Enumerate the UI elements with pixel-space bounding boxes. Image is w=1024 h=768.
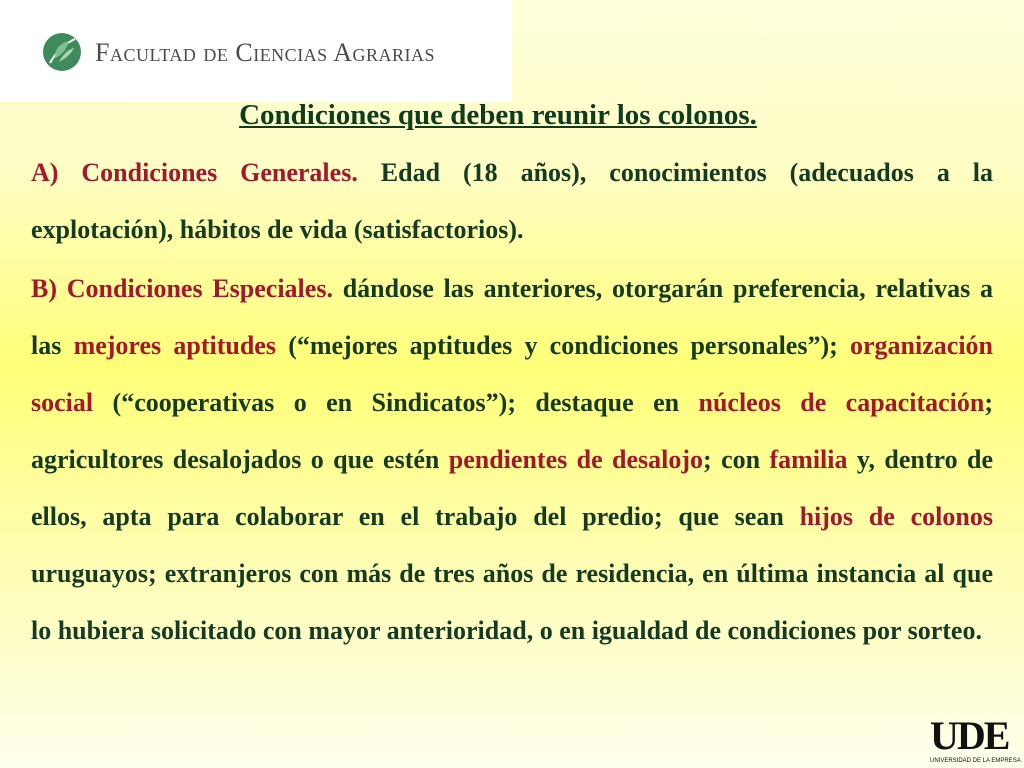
general-conditions-text: Edad (18 años), conocimientos (adecuados a la explotación), hábitos de vida (satisfactorios). — [31, 158, 994, 244]
highlight-training-centers: núcleos de capacitación — [698, 388, 985, 417]
page-title: Condiciones que deben reunir los colonos. — [239, 99, 757, 131]
header — [0, 0, 512, 102]
special-text-4: ; agricultores desalojados o que estén — [31, 388, 993, 474]
faculty-name: Facultad de Ciencias Agrarias — [95, 38, 436, 67]
highlight-social-organization: organización social — [31, 331, 994, 417]
ude-logo — [930, 713, 1021, 766]
special-text-1: dándose las anteriores, otorgarán preferencia, relativas a las — [31, 274, 993, 360]
highlight-children-of-settlers: hijos de colonos — [799, 502, 993, 531]
ude-logo-subtitle: UNIVERSIDAD DE LA EMPRESA — [930, 758, 1021, 764]
ude-logo-letters: UDE — [930, 713, 1009, 758]
highlight-pending-eviction: pendientes de desalojo — [448, 445, 704, 474]
paragraph-special-conditions — [31, 260, 993, 659]
special-text-7: uruguayos; extranjeros con más de tres años de residencia, en última instancia al que lo hubiera solicitado con mayor anterioridad, o en igualdad de condiciones por sorteo. — [31, 559, 993, 645]
paragraph-general-conditions — [31, 144, 993, 258]
leaf-emblem-icon — [42, 32, 82, 72]
special-text-3: (“cooperativas o en Sindicatos”); destaque en — [93, 388, 699, 417]
highlight-best-aptitudes: mejores aptitudes — [73, 331, 276, 360]
general-conditions-label: A) Condiciones Generales. — [31, 158, 358, 187]
highlight-family: familia — [769, 445, 848, 474]
special-text-2: (“mejores aptitudes y condiciones personales”); — [275, 331, 851, 360]
special-conditions-label: B) Condiciones Especiales. — [31, 274, 333, 303]
special-text-6: y, dentro de ellos, apta para colaborar en el trabajo del predio; que sean — [31, 445, 993, 531]
special-text-5: ; con — [703, 445, 770, 474]
